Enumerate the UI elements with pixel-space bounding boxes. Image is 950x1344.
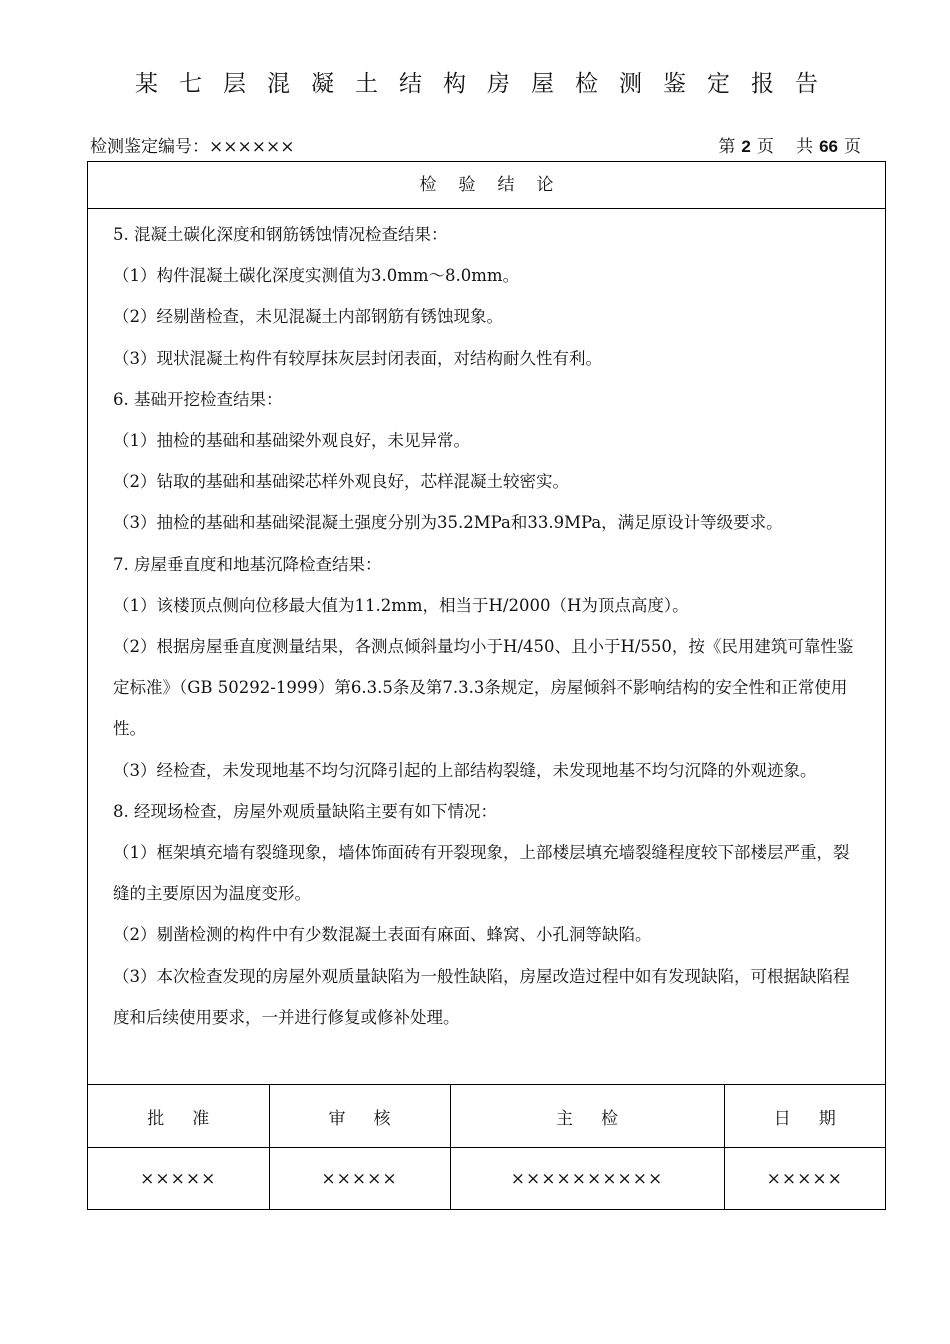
paragraph: （3）经检查，未发现地基不均匀沉降引起的上部结构裂缝，未发现地基不均匀沉降的外观迹象。	[113, 760, 817, 780]
paragraph: （2）剔凿检测的构件中有少数混凝土表面有麻面、蜂窝、小孔洞等缺陷。	[113, 925, 652, 945]
conclusion-body	[113, 214, 863, 1038]
inspector-header: 主检	[450, 1085, 724, 1148]
paragraph: 8. 经现场检查，房屋外观质量缺陷主要有如下情况：	[113, 801, 497, 821]
paragraph: （3）本次检查发现的房屋外观质量缺陷为一般性缺陷，房屋改造过程中如有发现缺陷，可根据缺陷程度和后续使用要求，一并进行修复或修补处理。	[113, 966, 850, 1027]
paragraph: （2）根据房屋垂直度测量结果，各测点倾斜量均小于H/450、且小于H/550，按《民用建筑可靠性鉴定标准》（GB 50292-1999）第6.3.5条及第7.3.3条规定，房屋倾斜不影响结构的安全性和正常使用性。	[113, 637, 854, 739]
page-prefix: 第	[718, 137, 736, 157]
date-header: 日期	[724, 1085, 885, 1148]
paragraph: （3）抽检的基础和基础梁混凝土强度分别为35.2MPa和33.9MPa，满足原设计等级要求。	[113, 513, 783, 533]
paragraph: （2）经剔凿检查，未见混凝土内部钢筋有锈蚀现象。	[113, 307, 503, 327]
paragraph: （1）构件混凝土碳化深度实测值为3.0mm～8.0mm。	[113, 266, 520, 286]
inspector-value: ××××××××××	[450, 1148, 724, 1211]
total-prefix: 共	[796, 137, 814, 157]
paragraph: （1）抽检的基础和基础梁外观良好，未见异常。	[113, 431, 470, 451]
approve-header: 批准	[88, 1085, 269, 1148]
approve-value: ×××××	[88, 1148, 269, 1211]
paragraph: （1）该楼顶点侧向位移最大值为11.2mm，相当于H/2000（H为顶点高度）。	[113, 595, 689, 615]
signoff-header-row	[88, 1085, 885, 1148]
paragraph: （3）现状混凝土构件有较厚抹灰层封闭表面，对结构耐久性有利。	[113, 348, 602, 368]
page-unit: 页	[756, 137, 774, 157]
review-header: 审核	[269, 1085, 450, 1148]
review-value: ×××××	[269, 1148, 450, 1211]
document-meta-row	[90, 134, 864, 160]
paragraph: 7. 房屋垂直度和地基沉降检查结果：	[113, 554, 382, 574]
section-header: 检验结论	[88, 162, 885, 209]
paragraph: 6. 基础开挖检查结果：	[113, 389, 283, 409]
date-value: ×××××	[724, 1148, 885, 1211]
serial-number: 检测鉴定编号：××××××	[90, 137, 295, 157]
page-indicator	[715, 134, 864, 160]
total-unit: 页	[844, 137, 861, 157]
page-number: 2	[741, 137, 751, 156]
paragraph: 5. 混凝土碳化深度和钢筋锈蚀情况检查结果：	[113, 225, 448, 244]
paragraph: （2）钻取的基础和基础梁芯样外观良好，芯样混凝土较密实。	[113, 472, 569, 492]
document-title: 某七层混凝土结构房屋检测鉴定报告	[135, 71, 839, 97]
total-pages: 66	[819, 137, 838, 156]
signoff-value-row	[88, 1148, 885, 1211]
signoff-table	[88, 1084, 885, 1210]
conclusion-box	[87, 161, 886, 1210]
paragraph: （1）框架填充墙有裂缝现象，墙体饰面砖有开裂现象，上部楼层填充墙裂缝程度较下部楼层严重，裂缝的主要原因为温度变形。	[113, 843, 850, 904]
